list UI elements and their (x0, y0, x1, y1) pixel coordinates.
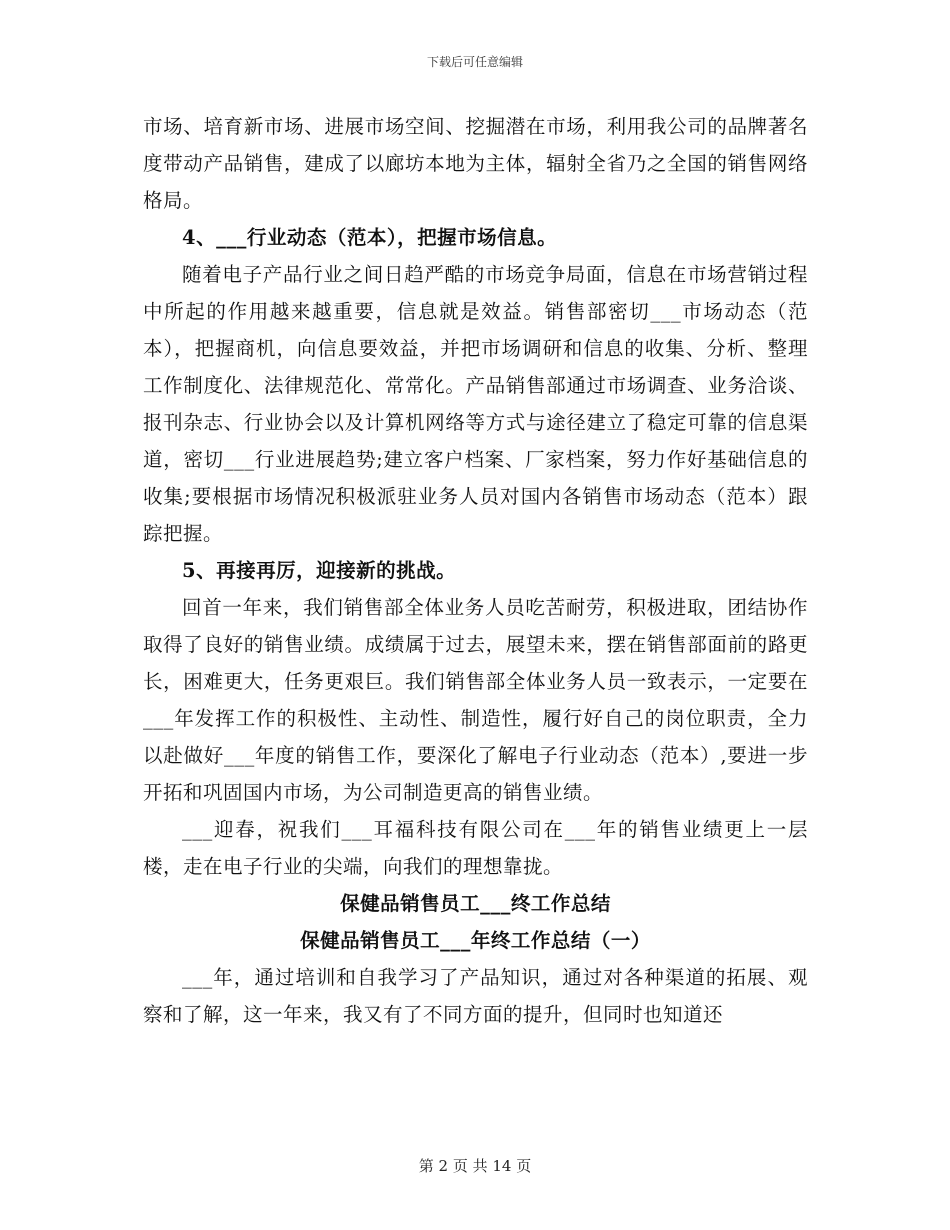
page-number: 第 2 页 共 14 页 (418, 1157, 532, 1175)
paragraph-market-network: 市场、培育新市场、进展市场空间、挖掘潜在市场，利用我公司的品牌著名度带动产品销售，建成了以廊坊本地为主体，辐射全省乃之全国的销售网络格局。 (143, 115, 808, 212)
paragraph-training-summary: ___年，通过培训和自我学习了产品知识，通过对各种渠道的拓展、观察和了解，这一年来，我又有了不同方面的提升，但同时也知道还 (143, 966, 808, 1026)
section-heading-4: 4、___行业动态（范本），把握市场信息。 (182, 226, 558, 249)
paragraph-review-outlook: 回首一年来，我们销售部全体业务人员吃苦耐劳，积极进取，团结协作取得了良好的销售业绩。成绩属于过去，展望未来，摆在销售部面前的路更长，困难更大，任务更艰巨。我们销售部全体业务人员一致表示，一定要在___年发挥工作的积极性、主动性、制造性，履行好自己的岗位职责，全力以赴做好___年度的销售工作，要深化了解电子行业动态（范本）,要进一步开拓和巩固国内市场，为公司制造更高的销售业绩。 (143, 596, 808, 804)
section-heading-5: 5、再接再厉，迎接新的挑战。 (182, 559, 457, 582)
document-subtitle: 保健品销售员工___年终工作总结（一） (300, 929, 651, 952)
paragraph-market-information: 随着电子产品行业之间日趋严酷的市场竞争局面，信息在市场营销过程中所起的作用越来越重要，信息就是效益。销售部密切___市场动态（范本），把握商机，向信息要效益，并把市场调研和信息的收集、分析、整理工作制度化、法律规范化、常常化。产品销售部通过市场调查、业务洽谈、报刊杂志、行业协会以及计算机网络等方式与途径建立了稳定可靠的信息渠道，密切___行业进展趋势;建立客户档案、厂家档案，努力作好基础信息的收集;要根据市场情况积极派驻业务人员对国内各销售市场动态（范本）跟踪把握。 (143, 263, 808, 545)
page-header: 下载后可任意编辑 (426, 55, 523, 69)
document-body (143, 108, 808, 1033)
document-title: 保健品销售员工___终工作总结 (340, 892, 611, 915)
paragraph-new-year-wish: ___迎春，祝我们___耳福科技有限公司在___年的销售业绩更上一层楼，走在电子行业的尖端，向我们的理想靠拢。 (143, 818, 808, 878)
